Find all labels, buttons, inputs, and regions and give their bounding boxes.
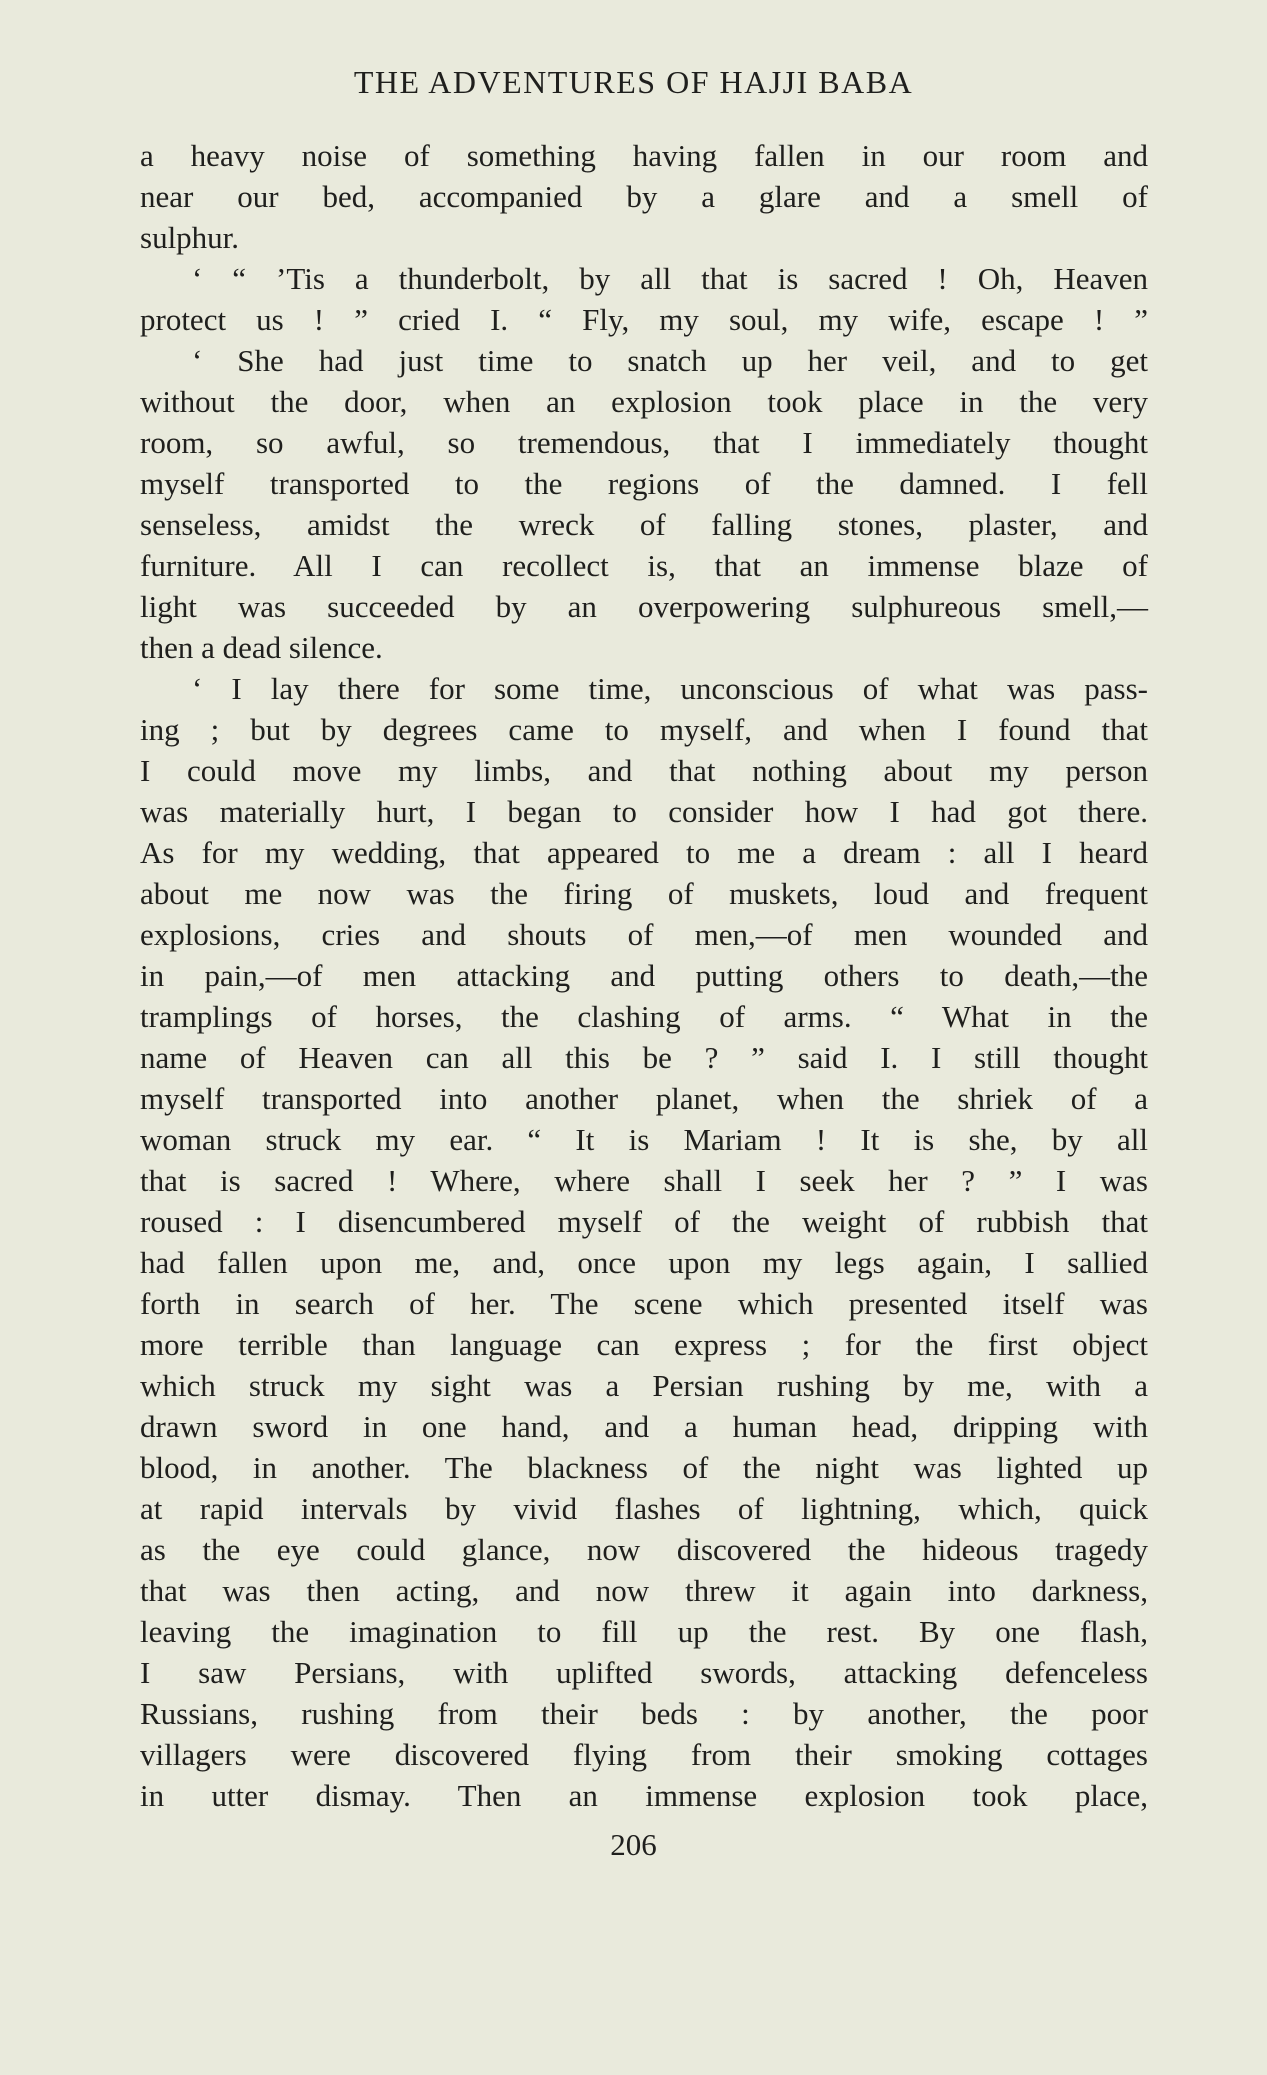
text-line: furniture. All I can recollect is, that an immense blaze of [140,548,1148,583]
text-line: as the eye could glance, now discovered the hideous tragedy [140,1532,1148,1567]
text-line: woman struck my ear. “ It is Mariam ! It is she, by all [140,1122,1148,1157]
text-line: name of Heaven can all this be ? ” said I. I still thought [140,1040,1148,1075]
text-line: forth in search of her. The scene which presented itself was [140,1286,1148,1321]
text-line: was materially hurt, I began to consider how I had got there. [140,794,1148,829]
text-line: drawn sword in one hand, and a human head, dripping with [140,1409,1148,1444]
text-line: villagers were discovered flying from their smoking cottages [140,1737,1148,1772]
text-line: in utter dismay. Then an immense explosion took place, [140,1778,1148,1813]
text-line: a heavy noise of something having fallen in our room and [140,138,1148,173]
text-line: about me now was the firing of muskets, loud and frequent [140,876,1148,911]
text-line: in pain,—of men attacking and putting others to death,—the [140,958,1148,993]
text-line: ‘ I lay there for some time, unconscious of what was pass- [192,671,1148,706]
text-line: As for my wedding, that appeared to me a dream : all I heard [140,835,1148,870]
body-text [140,135,1148,1816]
text-line: more terrible than language can express ; for the first object [140,1327,1148,1362]
text-line: tramplings of horses, the clashing of arms. “ What in the [140,999,1148,1034]
text-line: senseless, amidst the wreck of falling stones, plaster, and [140,507,1148,542]
text-line: protect us ! ” cried I. “ Fly, my soul, my wife, escape ! ” [140,302,1148,337]
text-line: Russians, rushing from their beds : by another, the poor [140,1696,1148,1731]
text-line: that was then acting, and now threw it again into darkness, [140,1573,1148,1608]
text-line: sulphur. [140,220,240,255]
page-number: 206 [610,1827,657,1862]
text-line: at rapid intervals by vivid flashes of lightning, which, quick [140,1491,1148,1526]
text-line: that is sacred ! Where, where shall I seek her ? ” I was [140,1163,1148,1198]
text-line: which struck my sight was a Persian rushing by me, with a [140,1368,1148,1403]
text-line: had fallen upon me, and, once upon my legs again, I sallied [140,1245,1148,1280]
text-line: ‘ She had just time to snatch up her veil, and to get [192,343,1148,378]
text-line: myself transported to the regions of the damned. I fell [140,466,1148,501]
text-line: blood, in another. The blackness of the night was lighted up [140,1450,1148,1485]
text-line: roused : I disencumbered myself of the weight of rubbish that [140,1204,1148,1239]
text-line: I saw Persians, with uplifted swords, attacking defenceless [140,1655,1148,1690]
text-line: room, so awful, so tremendous, that I immediately thought [140,425,1148,460]
text-line: without the door, when an explosion took place in the very [140,384,1148,419]
text-line: ‘ “ ’Tis a thunderbolt, by all that is sacred ! Oh, Heaven [192,261,1148,296]
text-line: myself transported into another planet, when the shriek of a [140,1081,1148,1116]
running-head: THE ADVENTURES OF HAJJI BABA [353,64,914,100]
text-line: leaving the imagination to fill up the rest. By one flash, [140,1614,1148,1649]
text-line: light was succeeded by an overpowering sulphureous smell,— [140,589,1148,624]
text-line: near our bed, accompanied by a glare and a smell of [140,179,1148,214]
text-line: then a dead silence. [140,630,383,665]
text-line: I could move my limbs, and that nothing about my person [140,753,1148,788]
text-line: ing ; but by degrees came to myself, and when I found that [140,712,1148,747]
text-line: explosions, cries and shouts of men,—of men wounded and [140,917,1148,952]
